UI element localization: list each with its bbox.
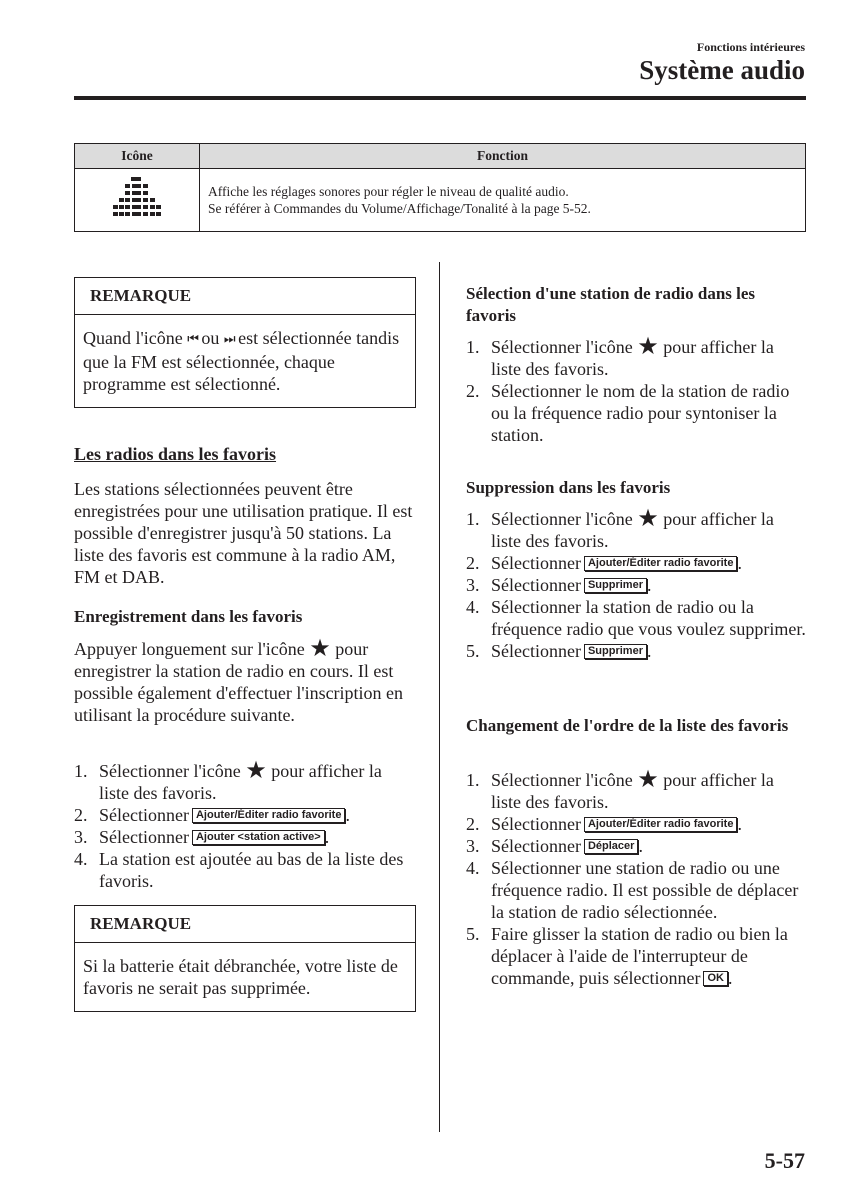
step-number: 3. [74,827,88,847]
ok-button: OK [703,971,728,986]
step-text: Sélectionner l'icône [99,761,241,781]
step-text: Sélectionner [491,575,581,595]
table-header-icon: Icône [75,144,200,169]
table-header-function: Fonction [200,144,806,169]
star-icon: ★ [309,636,331,662]
step-text: pour afficher la liste des favoris. [491,337,774,379]
step-number: 4. [466,597,480,617]
add-edit-favorite-button: Ajouter/Éditer radio favorite [584,817,737,832]
page-title: Système audio [639,55,805,85]
step-number: 3. [466,836,480,856]
list-item [74,848,414,892]
step-number: 4. [466,858,480,878]
list-item: 5. Faire glisser la station de radio ou bien la déplacer à l'aide de l'interrupteur de commande, puis sélectionner OK . [466,924,788,988]
step-text: Sélectionner [491,836,581,856]
note-box [74,905,416,1012]
step-text: pour afficher la liste des favoris. [99,761,382,803]
step-number: 1. [466,509,480,529]
next-track-icon: ⏭ [223,332,234,347]
function-line-1: Affiche les réglages sonores pour régler le niveau de qualité audio. [208,184,569,199]
list-item [466,857,806,923]
list-item: 3. Sélectionner Déplacer . [466,836,643,856]
register-steps [74,760,414,892]
note-text: Quand l'icône [83,328,183,348]
subheading: Enregistrement dans les favoris [74,607,303,626]
list-item [466,769,806,813]
register-paragraph [74,638,414,726]
star-icon: ★ [245,758,267,784]
step-text: Sélectionner une station de radio ou une fréquence radio. Il est possible de déplacer la station de radio sélectionnée. [491,858,799,922]
step-text: Sélectionner le nom de la station de radio ou la fréquence radio pour syntoniser la station. [491,381,790,445]
add-edit-favorite-button: Ajouter/Éditer radio favorite [192,808,345,823]
paragraph-text: Appuyer longuement sur l'icône [74,639,305,659]
step-number: 2. [466,553,480,573]
header-rule [74,96,806,100]
function-line-2: Se référer à Commandes du Volume/Affichage/Tonalité à la page 5-52. [208,201,591,216]
step-number: 1. [74,761,88,781]
list-item: 2. Sélectionner Ajouter/Éditer radio favorite . [466,814,742,834]
delete-button: Supprimer [584,578,647,593]
table-row [75,169,806,232]
step-text: Sélectionner l'icône [491,509,633,529]
delete-button: Supprimer [584,644,647,659]
step-text: Sélectionner l'icône [491,337,633,357]
table-header-row [75,144,806,169]
column-divider [439,262,440,1132]
star-icon: ★ [637,334,659,360]
list-item [74,760,414,804]
step-text: Sélectionner la station de radio ou la fréquence radio que vous voulez supprimer. [491,597,806,639]
step-text: pour afficher la liste des favoris. [491,509,774,551]
list-item: 2. Sélectionner Ajouter/Éditer radio favorite . [74,805,350,825]
step-number: 5. [466,641,480,661]
step-text: pour afficher la liste des favoris. [491,770,774,812]
delete-steps [466,508,806,662]
step-number: 1. [466,337,480,357]
table-cell-icon [75,169,200,232]
step-text: Sélectionner [99,827,189,847]
note-text: est sélectionnée tandis que la FM est sélectionnée, chaque programme est sélectionné. [83,328,400,394]
list-item: 3. Sélectionner Ajouter <station active> . [74,827,330,847]
list-item: 3. Sélectionner Supprimer . [466,575,652,595]
note-body [75,315,415,407]
select-steps [466,336,806,446]
step-text: Faire glisser la station de radio ou bien la déplacer à l'aide de l'interrupteur de commande, puis sélectionner [491,924,788,988]
step-number: 2. [74,805,88,825]
note-text: ou [201,328,220,348]
add-edit-favorite-button: Ajouter/Éditer radio favorite [584,556,737,571]
list-item [466,380,806,446]
step-text: La station est ajoutée au bas de la liste des favoris. [99,849,404,891]
subheading: Suppression dans les favoris [466,478,671,497]
step-text: Sélectionner l'icône [491,770,633,790]
step-number: 2. [466,381,480,401]
previous-track-icon: ⏮ [187,332,197,347]
step-number: 1. [466,770,480,790]
step-number: 3. [466,575,480,595]
move-button: Déplacer [584,839,638,854]
list-item [466,508,806,552]
step-number: 5. [466,924,480,944]
subheading: Changement de l'ordre de la liste des favoris [466,716,789,735]
section-label: Fonctions intérieures [696,40,805,54]
list-item [466,596,806,640]
intro-paragraph: Les stations sélectionnées peuvent être enregistrées pour une utilisation pratique. Il est possible d'enregistrer jusqu'à 50 stations. La liste des favoris est commune à la radio AM, FM et DAB. [74,479,413,587]
list-item: 5. Sélectionner Supprimer . [466,641,652,661]
list-item [466,336,806,380]
page-number: 5-57 [764,1148,805,1173]
section-heading: Les radios dans les favoris [74,444,277,464]
note-title: REMARQUE [75,906,415,943]
add-active-station-button: Ajouter <station active> [192,830,325,845]
step-number: 4. [74,849,88,869]
star-icon: ★ [637,506,659,532]
subheading: Sélection d'une station de radio dans les favoris [466,284,756,325]
paragraph-text: pour enregistrer la station de radio en cours. Il est possible également d'effectuer l'inscription en utilisant la procédure suivante. [74,639,404,725]
note-title: REMARQUE [75,278,415,315]
list-item: 2. Sélectionner Ajouter/Éditer radio favorite . [466,553,742,573]
step-text: Sélectionner [491,641,581,661]
table-cell-function [200,169,806,232]
icon-function-table [74,143,806,232]
note-body: Si la batterie était débranchée, votre liste de favoris ne serait pas supprimée. [83,956,398,998]
step-text: Sélectionner [99,805,189,825]
star-icon: ★ [637,767,659,793]
equalizer-icon [113,177,161,219]
step-text: Sélectionner [491,814,581,834]
step-text: Sélectionner [491,553,581,573]
note-box [74,277,416,408]
step-number: 2. [466,814,480,834]
reorder-steps [466,769,806,989]
